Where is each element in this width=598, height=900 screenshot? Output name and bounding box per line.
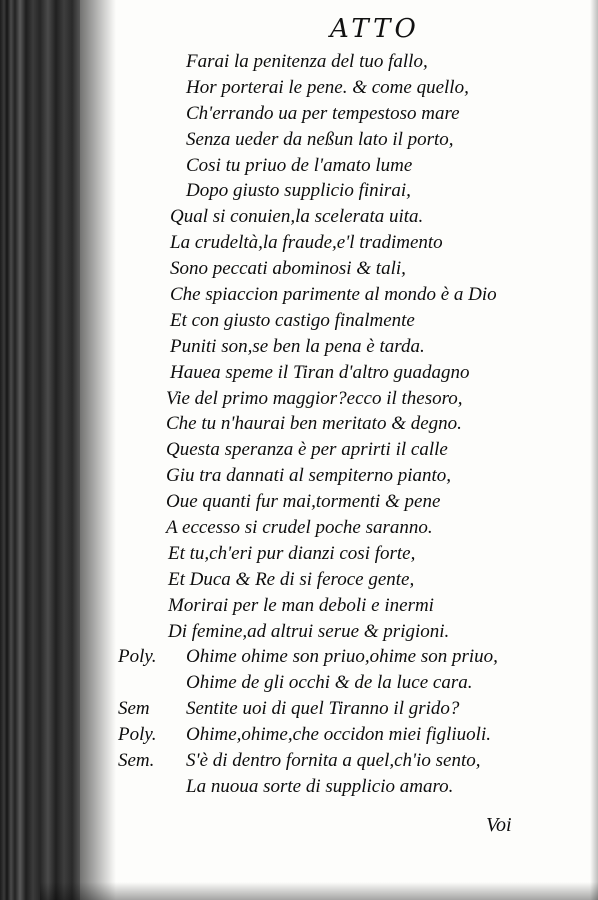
verse-text: Ch'errando ua per tempestoso mare [186,102,460,124]
verse-text: A eccesso si crudel poche saranno. [166,517,433,539]
verse-line [118,153,558,179]
verse-text: Morirai per le man deboli e inermi [168,594,434,616]
verse-line [118,696,558,722]
verse-text: Hor porterai le pene. & come quello, [186,76,469,98]
verse-text: Dopo giusto supplicio finirai, [186,180,411,202]
verse-text: Di femine,ad altrui serue & prigioni. [168,620,450,642]
verse-text: Ohime ohime son priuo,ohime son priuo, [186,646,498,668]
verse-line [118,437,558,463]
verse-line [118,411,558,437]
verse-text: Sono peccati abominosi & tali, [170,258,406,280]
verse-text: Hauea speme il Tiran d'altro guadagno [170,361,470,383]
verse-line [118,178,558,204]
verse-line [118,49,558,75]
verse-text: Vie del primo maggior?ecco il thesoro, [166,387,463,409]
speaker-label: Sem [118,698,150,720]
page-edge-shadow [590,0,598,900]
verse-line [118,748,558,774]
verse-line [118,722,558,748]
bottom-edge-shadow [40,882,598,900]
verse-line [118,75,558,101]
verse-line [118,515,558,541]
verse-text: Et Duca & Re di si feroce gente, [168,568,415,590]
verse-text: Che spiaccion parimente al mondo è a Dio [170,284,497,306]
verse-text: Senza ueder da neßun lato il porto, [186,128,454,150]
verse-text: Farai la penitenza del tuo fallo, [186,51,428,72]
verse-text: Ohime,ohime,che occidon miei figliuoli. [186,724,491,746]
verse-text: Oue quanti fur mai,tormenti & pene [166,491,441,513]
verse-line [118,204,558,230]
verse-text: Questa speranza è per aprirti il calle [166,439,448,461]
verse-text: Qual si conuien,la scelerata uita. [170,206,424,228]
verse-line [118,463,558,489]
verse-line [118,127,558,153]
verse-text: La crudeltà,la fraude,e'l tradimento [170,232,443,254]
verse-line [118,593,558,619]
verse-line [118,256,558,282]
gutter-shadow [80,0,116,900]
speaker-label: Sem. [118,750,155,772]
verse-text: Giu tra dannati al sempiterno pianto, [166,465,451,487]
catchword: Voi [486,814,512,836]
verse-line [118,308,558,334]
verse-text: Ohime de gli occhi & de la luce cara. [186,672,473,694]
speaker-label: Poly. [118,724,157,746]
verse-line [118,282,558,308]
verse-line [118,619,558,645]
verse-text: La nuoua sorte di supplicio amaro. [186,775,454,797]
verse-line [118,541,558,567]
verse-line [118,101,558,127]
verse-line [118,489,558,515]
verse-text: Et con giusto castigo finalmente [170,309,415,331]
verse-text: S'è di dentro fornita a quel,ch'io sento, [186,750,481,772]
verse-line [118,567,558,593]
verse-line [118,386,558,412]
verse-text: Cosi tu priuo de l'amato lume [186,154,413,176]
verse-line [118,334,558,360]
book-spine [0,0,80,900]
verse-text: Che tu n'haurai ben meritato & degno. [166,413,462,435]
verse-text: Et tu,ch'eri pur dianzi cosi forte, [168,542,416,564]
speaker-label: Poly. [118,646,157,668]
running-head: ATTO [330,14,420,44]
verse-text: Puniti son,se ben la pena è tarda. [170,335,425,357]
verse-text-block [118,49,558,800]
verse-text: Sentite uoi di quel Tiranno il grido? [186,698,460,720]
verse-line [118,774,558,800]
verse-line [118,644,558,670]
verse-line [118,670,558,696]
verse-line [118,360,558,386]
verse-line [118,230,558,256]
